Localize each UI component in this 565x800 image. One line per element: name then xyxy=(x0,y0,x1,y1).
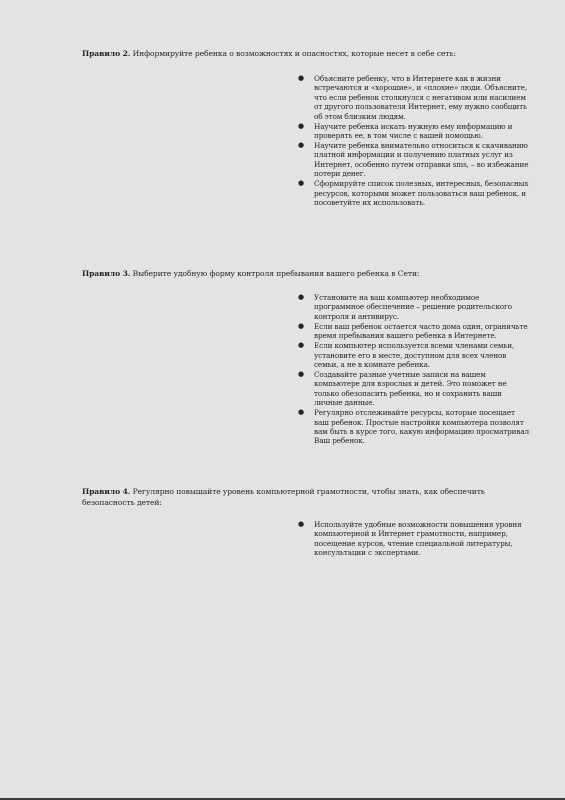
rule-3-label: Правило 3. xyxy=(82,269,131,278)
bullet-icon: ● xyxy=(298,141,304,150)
rule-2-list xyxy=(298,74,530,208)
list-item: ● Если компьютер используется всеми членами семьи, установите его в месте, доступном для всех членов семьи, а не в комнате ребенка. xyxy=(298,341,515,370)
list-item: ● Объясните ребенку, что в Интернете как в жизни встречаются и «хорошие», и «плохие» люди. Объясните, что если ребенок столкнулся с негативом или насилием от другого пользователя Интернет, ему нужно сообщить об этом близким людям. xyxy=(298,74,527,121)
list-item: ● Регулярно отслеживайте ресурсы, которые посещает ваш ребенок. Простые настройки компьютера позволят вам быть в курсе того, какую информацию просматривал Ваш ребенок. xyxy=(298,408,530,446)
rule-4-list xyxy=(298,520,530,558)
rule-2-text: Информируйте ребенка о возможностях и опасностях, которые несет в себе сеть: xyxy=(132,49,457,58)
bullet-icon: ● xyxy=(298,293,304,301)
rule-3-heading xyxy=(82,268,419,279)
bullet-icon: ● xyxy=(298,321,304,330)
bullet-icon: ● xyxy=(298,370,304,379)
list-item: ● Научите ребенка внимательно относиться к скачиванию платной информации и получению платных услуг из Интернет, особенно путем отправки sms, – во избежание потери денег. xyxy=(298,141,529,179)
bullet-icon: ● xyxy=(298,179,304,188)
list-item: ● Установите на ваш компьютер необходимое программное обеспечение – решение родительского контроля и антивирус. xyxy=(298,293,512,321)
bullet-icon: ● xyxy=(298,408,304,417)
list-item: ● Используйте удобные возможности повышения уровня компьютерной и Интернет грамотности, например, посещение курсов, чтение специальной литературы, консультации с экспертами. xyxy=(298,520,522,558)
bullet-icon: ● xyxy=(298,341,304,350)
bullet-icon: ● xyxy=(298,74,304,82)
rule-3-list xyxy=(298,293,530,446)
list-item: ● Создавайте разные учетные записи на вашем компьютере для взрослых и детей. Это поможет не только обезопасить ребенка, но и сохранить ваши личные данные. xyxy=(298,370,507,408)
list-item: ● Сформируйте список полезных, интересных, безопасных ресурсов, которыми может пользоваться ваш ребенок, и посоветуйте их использовать. xyxy=(298,179,529,208)
rule-2-label: Правило 2. xyxy=(82,49,131,58)
list-item: ● Научите ребенка искать нужную ему информацию и проверять ее, в том числе с вашей помощью. xyxy=(298,121,513,141)
rule-4-heading xyxy=(82,486,512,508)
bullet-icon: ● xyxy=(298,121,304,130)
bullet-icon: ● xyxy=(298,520,304,528)
rule-3-text: Выберите удобную форму контроля пребывания вашего ребенка в Сети: xyxy=(132,269,420,278)
list-item: ● Если ваш ребенок остается часто дома один, ограничьте время пребывания вашего ребенка в Интернете. xyxy=(298,321,528,341)
rule-2-heading xyxy=(82,48,456,59)
rule-4-text: Регулярно повышайте уровень компьютерной грамотности, чтобы знать, как обеспечить безопасность детей: xyxy=(82,487,485,507)
rule-4-label: Правило 4. xyxy=(82,487,131,496)
